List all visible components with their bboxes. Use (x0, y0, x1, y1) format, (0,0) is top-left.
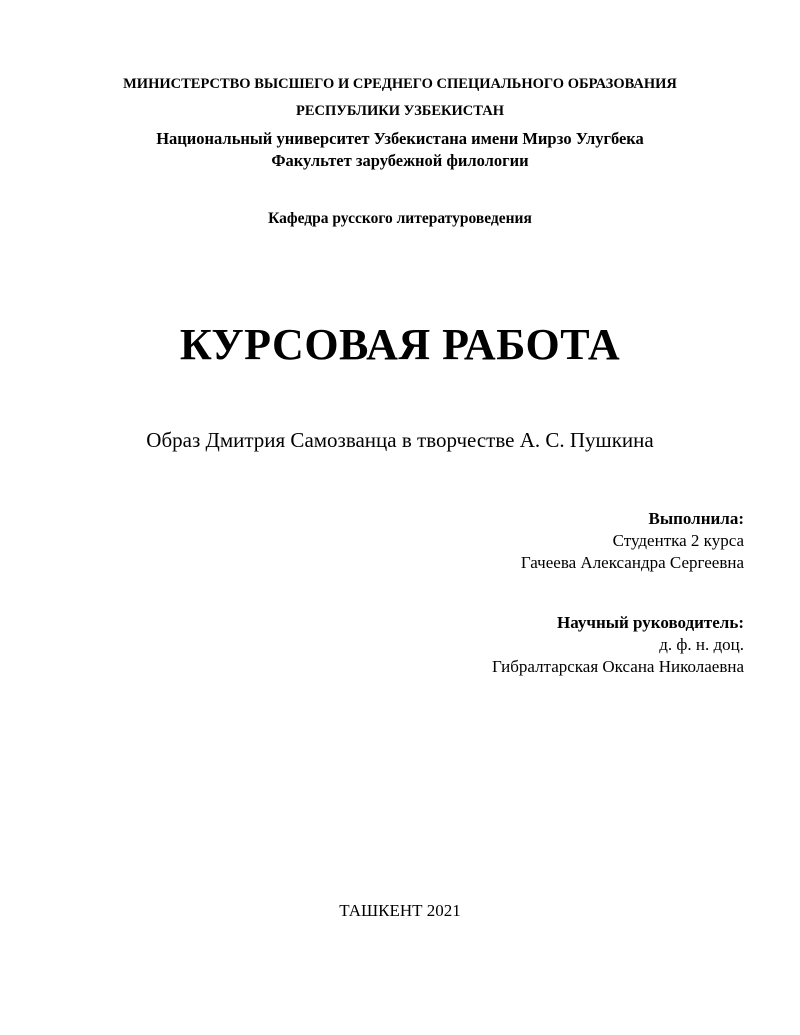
supervisor-name: Гибралтарская Оксана Николаевна (491, 657, 744, 676)
university-name: Национальный университет Узбекистана имени Мирзо Улугбека (156, 129, 644, 148)
city-year: ТАШКЕНТ 2021 (339, 901, 461, 920)
author-status: Студентка 2 курса (612, 531, 744, 550)
document-subtitle: Образ Дмитрия Самозванца в творчестве А. С. Пушкина (146, 428, 654, 452)
supervisor-block (492, 612, 744, 678)
author-heading: Выполнила: (648, 509, 744, 528)
supervisor-heading: Научный руководитель: (557, 613, 744, 632)
department-name: Кафедра русского литературоведения (268, 210, 532, 227)
author-block (521, 508, 744, 574)
ministry-line-2: РЕСПУБЛИКИ УЗБЕКИСТАН (296, 103, 504, 119)
document-title: КУРСОВАЯ РАБОТА (179, 320, 621, 369)
author-name: Гачеева Александра Сергеевна (520, 553, 744, 572)
ministry-line-1: МИНИСТЕРСТВО ВЫСШЕГО И СРЕДНЕГО СПЕЦИАЛЬНОГО ОБРАЗОВАНИЯ (123, 76, 677, 92)
supervisor-degree: д. ф. н. доц. (659, 635, 744, 654)
faculty-name: Факультет зарубежной филологии (271, 151, 529, 170)
